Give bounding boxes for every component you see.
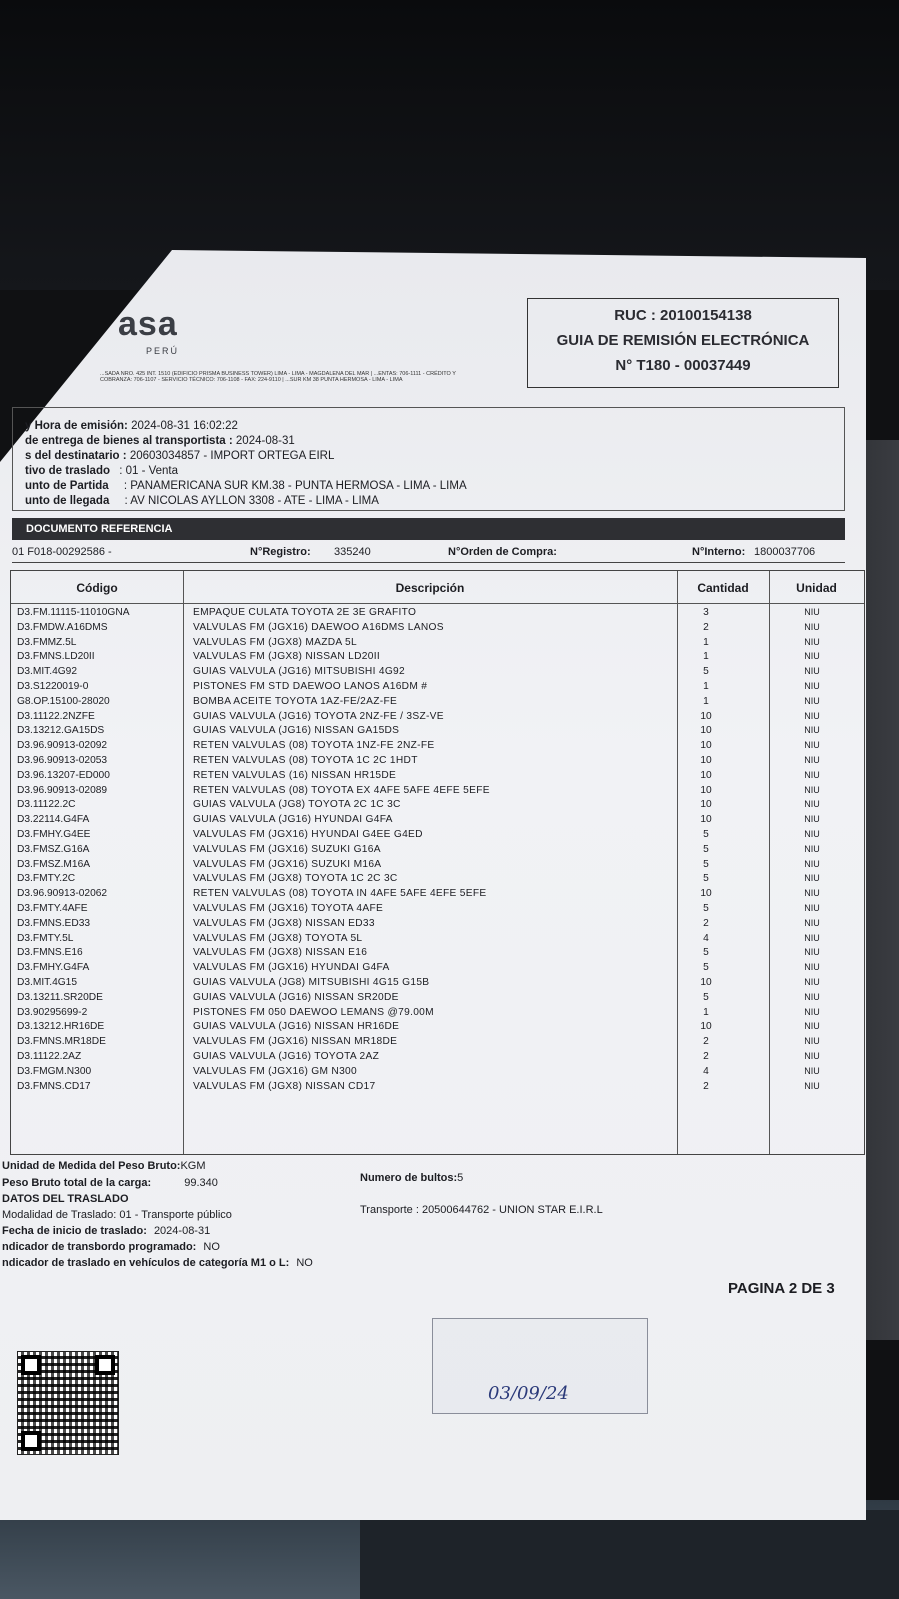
m1-label: ndicador de traslado en vehículos de categoría M1 o L: bbox=[2, 1257, 290, 1269]
llegada-row bbox=[25, 495, 379, 507]
header-cantidad: Cantidad bbox=[697, 581, 749, 595]
shipping-info-box bbox=[12, 407, 845, 511]
destinatario-row bbox=[25, 450, 334, 462]
header-unidad: Unidad bbox=[796, 581, 837, 595]
reference-divider bbox=[12, 562, 845, 563]
item-quantity: 5 bbox=[703, 843, 709, 855]
item-quantity: 10 bbox=[700, 710, 712, 722]
transbordo-row bbox=[2, 1241, 220, 1253]
item-description: GUIAS VALVULA (JG8) MITSUBISHI 4G15 G15B bbox=[193, 976, 430, 988]
peso-bruto-label: Peso Bruto total de la carga: bbox=[2, 1177, 152, 1189]
handwritten-date: 03/09/24 bbox=[488, 1383, 569, 1404]
item-quantity: 4 bbox=[703, 932, 709, 944]
table-row bbox=[11, 1051, 864, 1066]
item-code: D3.13211.SR20DE bbox=[17, 991, 103, 1003]
item-code: D3.FMMZ.5L bbox=[17, 636, 77, 648]
table-row bbox=[11, 711, 864, 726]
qr-finder bbox=[95, 1355, 115, 1375]
item-unit: NIU bbox=[804, 651, 820, 662]
interno-value: 1800037706 bbox=[754, 546, 816, 558]
item-unit: NIU bbox=[804, 828, 820, 839]
item-unit: NIU bbox=[804, 799, 820, 810]
m1-row bbox=[2, 1257, 313, 1269]
item-description: GUIAS VALVULA (JG16) TOYOTA 2AZ bbox=[193, 1050, 380, 1062]
item-quantity: 1 bbox=[703, 695, 709, 707]
item-description: RETEN VALVULAS (08) TOYOTA 1NZ-FE 2NZ-FE bbox=[193, 740, 435, 752]
registro-label: N°Registro: bbox=[250, 546, 311, 558]
item-description: GUIAS VALVULA (JG8) TOYOTA 2C 1C 3C bbox=[193, 799, 401, 811]
table-row bbox=[11, 947, 864, 962]
table-row bbox=[11, 1007, 864, 1022]
emision-row bbox=[25, 420, 238, 432]
modalidad-traslado: Modalidad de Traslado: 01 - Transporte público bbox=[2, 1209, 232, 1221]
item-quantity: 10 bbox=[700, 799, 712, 811]
item-code: D3.13212.HR16DE bbox=[17, 1021, 105, 1033]
item-description: VALVULAS FM (JGX8) MAZDA 5L bbox=[193, 636, 357, 648]
item-code: D3.96.90913-02092 bbox=[17, 740, 108, 752]
unidad-peso-value: KGM bbox=[180, 1160, 206, 1172]
item-quantity: 5 bbox=[703, 991, 709, 1003]
company-logo: asa bbox=[118, 305, 178, 343]
motivo-row bbox=[25, 465, 178, 477]
table-row bbox=[11, 755, 864, 770]
item-unit: NIU bbox=[804, 917, 820, 928]
item-unit: NIU bbox=[804, 1036, 820, 1047]
table-row bbox=[11, 725, 864, 740]
item-quantity: 10 bbox=[700, 888, 712, 900]
registro-value: 335240 bbox=[334, 546, 371, 558]
item-description: VALVULAS FM (JGX16) SUZUKI G16A bbox=[193, 843, 381, 855]
item-code: D3.FMSZ.G16A bbox=[17, 843, 90, 855]
table-row bbox=[11, 637, 864, 652]
table-row bbox=[11, 622, 864, 637]
item-code: D3.96.90913-02089 bbox=[17, 784, 108, 796]
table-row bbox=[11, 1036, 864, 1051]
header-divider bbox=[11, 603, 864, 604]
item-unit: NIU bbox=[804, 858, 820, 869]
fecha-inicio-label: Fecha de inicio de traslado: bbox=[2, 1225, 147, 1237]
partida-row bbox=[25, 480, 467, 492]
item-unit: NIU bbox=[804, 621, 820, 632]
item-description: PISTONES FM 050 DAEWOO LEMANS @79.00M bbox=[193, 1006, 434, 1018]
table-row bbox=[11, 770, 864, 785]
item-unit: NIU bbox=[804, 991, 820, 1002]
destinatario-value: 20603034857 - IMPORT ORTEGA EIRL bbox=[129, 450, 335, 462]
table-row bbox=[11, 1081, 864, 1096]
background-dark bbox=[0, 0, 899, 290]
item-code: D3.FMSZ.M16A bbox=[17, 858, 91, 870]
item-code: D3.FMNS.E16 bbox=[17, 947, 83, 959]
unidad-peso-row bbox=[2, 1160, 206, 1172]
item-description: VALVULAS FM (JGX16) SUZUKI M16A bbox=[193, 858, 382, 870]
item-code: D3.FMNS.CD17 bbox=[17, 1080, 91, 1092]
item-unit: NIU bbox=[804, 1006, 820, 1017]
item-code: D3.FMNS.ED33 bbox=[17, 917, 91, 929]
table-row bbox=[11, 651, 864, 666]
bultos-label: Numero de bultos: bbox=[360, 1172, 458, 1184]
item-quantity: 3 bbox=[703, 607, 709, 618]
item-quantity: 10 bbox=[700, 976, 712, 988]
item-unit: NIU bbox=[804, 636, 820, 647]
table-body bbox=[11, 607, 864, 1095]
emision-label: y Hora de emisión: bbox=[25, 420, 128, 432]
table-row bbox=[11, 933, 864, 948]
item-code: D3.FMHY.G4EE bbox=[17, 828, 91, 840]
reference-number: 01 F018-00292586 - bbox=[12, 546, 112, 558]
item-quantity: 5 bbox=[703, 873, 709, 885]
item-description: RETEN VALVULAS (08) TOYOTA 1C 2C 1HDT bbox=[193, 754, 418, 766]
motivo-value: : 01 - Venta bbox=[119, 465, 179, 477]
item-quantity: 2 bbox=[703, 1036, 709, 1048]
item-description: GUIAS VALVULA (JG16) MITSUBISHI 4G92 bbox=[193, 666, 405, 678]
item-quantity: 5 bbox=[703, 666, 709, 678]
item-unit: NIU bbox=[804, 725, 820, 736]
item-unit: NIU bbox=[804, 932, 820, 943]
interno-label: N°Interno: bbox=[692, 546, 746, 558]
header-codigo: Código bbox=[76, 581, 118, 595]
item-description: RETEN VALVULAS (16) NISSAN HR15DE bbox=[193, 769, 397, 781]
item-quantity: 2 bbox=[703, 1050, 709, 1062]
transporte: Transporte : 20500644762 - UNION STAR E.I.R.L bbox=[360, 1204, 603, 1216]
item-code: D3.13212.GA15DS bbox=[17, 725, 105, 737]
item-description: VALVULAS FM (JGX8) TOYOTA 1C 2C 3C bbox=[193, 873, 398, 885]
motivo-label: tivo de traslado bbox=[25, 465, 110, 477]
ruc-number: RUC : 20100154138 bbox=[614, 307, 752, 324]
fecha-inicio-row bbox=[2, 1225, 210, 1237]
entrega-value: 2024-08-31 bbox=[235, 435, 295, 447]
table-row bbox=[11, 607, 864, 622]
item-description: VALVULAS FM (JGX16) HYUNDAI G4EE G4ED bbox=[193, 828, 423, 840]
peso-bruto-value: 99.340 bbox=[184, 1177, 218, 1189]
item-code: D3.FM.11115-11010GNA bbox=[17, 607, 130, 618]
item-unit: NIU bbox=[804, 976, 820, 987]
item-code: D3.11122.2C bbox=[17, 799, 76, 811]
transbordo-label: ndicador de transbordo programado: bbox=[2, 1241, 197, 1253]
item-unit: NIU bbox=[804, 888, 820, 899]
item-code: D3.FMNS.LD20II bbox=[17, 651, 95, 663]
entrega-row bbox=[25, 435, 295, 447]
item-unit: NIU bbox=[804, 710, 820, 721]
item-unit: NIU bbox=[804, 784, 820, 795]
doc-number: N° T180 - 00037449 bbox=[615, 357, 751, 374]
item-description: BOMBA ACEITE TOYOTA 1AZ-FE/2AZ-FE bbox=[193, 695, 398, 707]
item-quantity: 10 bbox=[700, 725, 712, 737]
items-table bbox=[10, 570, 865, 1155]
table-row bbox=[11, 977, 864, 992]
item-description: VALVULAS FM (JGX8) NISSAN CD17 bbox=[193, 1080, 376, 1092]
table-row bbox=[11, 785, 864, 800]
item-code: D3.11122.2NZFE bbox=[17, 710, 95, 722]
table-row bbox=[11, 829, 864, 844]
company-address: ...SADA NRO. 425 INT. 1510 (EDIFICIO PRISMA BUSINESS TOWER) LIMA - LIMA - MAGDALENA DEL MAR | ...ENTAS: 706-1111 - CRÉDITO Y COBRANZA: 706-1107 - SERVICIO TÉCNICO: 706-1108 - FAX: 224-9110 | ...SUR KM 38 PUNTA HERMOSA - LIMA - LIMA bbox=[100, 371, 456, 383]
item-unit: NIU bbox=[804, 962, 820, 973]
item-description: PISTONES FM STD DAEWOO LANOS A16DM # bbox=[193, 680, 428, 692]
item-description: GUIAS VALVULA (JG16) NISSAN HR16DE bbox=[193, 1021, 400, 1033]
item-unit: NIU bbox=[804, 680, 820, 691]
header-descripcion: Descripción bbox=[395, 581, 465, 595]
table-row bbox=[11, 799, 864, 814]
partida-label: unto de Partida bbox=[25, 480, 109, 492]
item-description: GUIAS VALVULA (JG16) HYUNDAI G4FA bbox=[193, 814, 393, 826]
item-code: G8.OP.15100-28020 bbox=[17, 695, 110, 707]
table-row bbox=[11, 888, 864, 903]
item-code: D3.96.90913-02062 bbox=[17, 888, 108, 900]
item-code: D3.90295699-2 bbox=[17, 1006, 88, 1018]
item-description: EMPAQUE CULATA TOYOTA 2E 3E GRAFITO bbox=[193, 607, 417, 618]
m1-value: NO bbox=[296, 1257, 313, 1269]
partida-value: : PANAMERICANA SUR KM.38 - PUNTA HERMOSA - LIMA - LIMA bbox=[123, 480, 467, 492]
item-quantity: 10 bbox=[700, 814, 712, 826]
background-cloth bbox=[360, 1510, 899, 1599]
item-unit: NIU bbox=[804, 695, 820, 706]
item-code: D3.96.13207-ED000 bbox=[17, 769, 110, 781]
item-code: D3.FMDW.A16DMS bbox=[17, 621, 108, 633]
item-quantity: 1 bbox=[703, 651, 709, 663]
item-code: D3.96.90913-02053 bbox=[17, 754, 108, 766]
item-unit: NIU bbox=[804, 1080, 820, 1091]
item-quantity: 5 bbox=[703, 858, 709, 870]
item-description: GUIAS VALVULA (JG16) NISSAN GA15DS bbox=[193, 725, 400, 737]
item-quantity: 1 bbox=[703, 1006, 709, 1018]
item-description: VALVULAS FM (JGX8) NISSAN E16 bbox=[193, 947, 368, 959]
bultos-row bbox=[360, 1172, 463, 1184]
item-unit: NIU bbox=[804, 607, 820, 617]
item-quantity: 10 bbox=[700, 740, 712, 752]
table-row bbox=[11, 666, 864, 681]
item-unit: NIU bbox=[804, 740, 820, 751]
item-description: VALVULAS FM (JGX16) DAEWOO A16DMS LANOS bbox=[193, 621, 444, 633]
item-code: D3.S1220019-0 bbox=[17, 680, 89, 692]
item-code: D3.MIT.4G15 bbox=[17, 976, 78, 988]
item-code: D3.MIT.4G92 bbox=[17, 666, 78, 678]
table-row bbox=[11, 962, 864, 977]
table-row bbox=[11, 992, 864, 1007]
doc-type: GUIA DE REMISIÓN ELECTRÓNICA bbox=[556, 332, 810, 349]
item-quantity: 5 bbox=[703, 947, 709, 959]
datos-traslado-title: DATOS DEL TRASLADO bbox=[2, 1193, 129, 1205]
qr-code-icon bbox=[18, 1352, 118, 1454]
item-description: VALVULAS FM (JGX8) TOYOTA 5L bbox=[193, 932, 363, 944]
item-quantity: 10 bbox=[700, 1021, 712, 1033]
ruc-box bbox=[527, 298, 839, 388]
item-code: D3.11122.2AZ bbox=[17, 1050, 82, 1062]
page-indicator: PAGINA 2 DE 3 bbox=[728, 1280, 835, 1297]
table-row bbox=[11, 873, 864, 888]
item-unit: NIU bbox=[804, 902, 820, 913]
entrega-label: de entrega de bienes al transportista : bbox=[25, 435, 233, 447]
item-quantity: 1 bbox=[703, 680, 709, 692]
emision-value: 2024-08-31 16:02:22 bbox=[131, 420, 238, 432]
item-description: VALVULAS FM (JGX16) HYUNDAI G4FA bbox=[193, 962, 390, 974]
item-unit: NIU bbox=[804, 814, 820, 825]
item-unit: NIU bbox=[804, 873, 820, 884]
peso-bruto-row bbox=[2, 1177, 218, 1189]
item-quantity: 5 bbox=[703, 962, 709, 974]
qr-finder bbox=[21, 1355, 41, 1375]
item-code: D3.FMNS.MR18DE bbox=[17, 1036, 106, 1048]
company-logo-sub: PERÚ bbox=[146, 346, 180, 356]
table-row bbox=[11, 844, 864, 859]
item-quantity: 2 bbox=[703, 1080, 709, 1092]
item-code: D3.FMTY.5L bbox=[17, 932, 74, 944]
table-row bbox=[11, 1066, 864, 1081]
item-unit: NIU bbox=[804, 1021, 820, 1032]
item-description: VALVULAS FM (JGX16) GM N300 bbox=[193, 1065, 357, 1077]
item-code: D3.FMHY.G4FA bbox=[17, 962, 90, 974]
item-quantity: 10 bbox=[700, 784, 712, 796]
orden-compra-label: N°Orden de Compra: bbox=[448, 546, 557, 558]
table-row bbox=[11, 696, 864, 711]
table-row bbox=[11, 859, 864, 874]
item-unit: NIU bbox=[804, 843, 820, 854]
item-description: VALVULAS FM (JGX8) NISSAN LD20II bbox=[193, 651, 380, 663]
table-row bbox=[11, 740, 864, 755]
item-code: D3.FMTY.2C bbox=[17, 873, 76, 885]
item-description: RETEN VALVULAS (08) TOYOTA EX 4AFE 5AFE 4EFE 5EFE bbox=[193, 784, 490, 796]
table-row bbox=[11, 918, 864, 933]
item-unit: NIU bbox=[804, 754, 820, 765]
unidad-peso-label: Unidad de Medida del Peso Bruto: bbox=[2, 1160, 181, 1172]
item-quantity: 10 bbox=[700, 769, 712, 781]
destinatario-label: s del destinatario : bbox=[25, 450, 127, 462]
llegada-value: : AV NICOLAS AYLLON 3308 - ATE - LIMA - LIMA bbox=[124, 495, 379, 507]
item-quantity: 5 bbox=[703, 902, 709, 914]
item-quantity: 2 bbox=[703, 917, 709, 929]
item-code: D3.FMGM.N300 bbox=[17, 1065, 92, 1077]
item-description: RETEN VALVULAS (08) TOYOTA IN 4AFE 5AFE 4EFE 5EFE bbox=[193, 888, 487, 900]
item-unit: NIU bbox=[804, 1065, 820, 1076]
table-row bbox=[11, 814, 864, 829]
item-description: VALVULAS FM (JGX16) TOYOTA 4AFE bbox=[193, 902, 384, 914]
bultos-value: 5 bbox=[457, 1172, 464, 1184]
documento-referencia-bar: DOCUMENTO REFERENCIA bbox=[12, 518, 845, 540]
llegada-label: unto de llegada bbox=[25, 495, 110, 507]
item-description: VALVULAS FM (JGX16) NISSAN MR18DE bbox=[193, 1036, 398, 1048]
item-quantity: 1 bbox=[703, 636, 709, 648]
qr-finder bbox=[21, 1431, 41, 1451]
item-code: D3.22114.G4FA bbox=[17, 814, 90, 826]
fecha-inicio-value: 2024-08-31 bbox=[153, 1225, 211, 1237]
item-description: GUIAS VALVULA (JG16) TOYOTA 2NZ-FE / 3SZ-VE bbox=[193, 710, 444, 722]
table-row bbox=[11, 903, 864, 918]
table-row bbox=[11, 681, 864, 696]
item-quantity: 10 bbox=[700, 754, 712, 766]
item-quantity: 4 bbox=[703, 1065, 709, 1077]
item-unit: NIU bbox=[804, 1050, 820, 1061]
item-description: VALVULAS FM (JGX8) NISSAN ED33 bbox=[193, 917, 375, 929]
table-row bbox=[11, 1021, 864, 1036]
item-code: D3.FMTY.4AFE bbox=[17, 902, 88, 914]
item-quantity: 2 bbox=[703, 621, 709, 633]
transbordo-value: NO bbox=[203, 1241, 220, 1253]
item-description: GUIAS VALVULA (JG16) NISSAN SR20DE bbox=[193, 991, 399, 1003]
item-unit: NIU bbox=[804, 769, 820, 780]
item-quantity: 5 bbox=[703, 828, 709, 840]
item-unit: NIU bbox=[804, 666, 820, 677]
item-unit: NIU bbox=[804, 947, 820, 958]
